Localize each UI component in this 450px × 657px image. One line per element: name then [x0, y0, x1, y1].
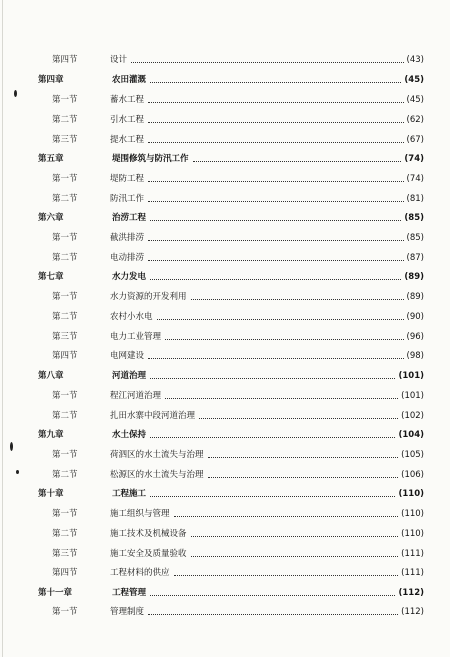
section-title: 堤防工程: [110, 174, 145, 184]
page-number: (104): [398, 430, 424, 440]
toc-section-row: [0, 309, 450, 325]
chapter-number: 第四章: [38, 75, 64, 85]
toc-label: [38, 151, 189, 167]
section-title: 工程材料的供应: [110, 568, 170, 578]
toc-section-row: [0, 112, 450, 128]
dot-leader: [174, 516, 398, 517]
section-title: 电网建设: [110, 351, 145, 361]
section-title: 防汛工作: [110, 194, 145, 204]
page-number: (62): [406, 115, 424, 125]
section-number: 第二节: [52, 194, 78, 204]
dot-leader: [148, 240, 404, 241]
page-number: (110): [401, 529, 424, 539]
dot-leader: [148, 102, 404, 103]
toc-chapter-row: [0, 269, 450, 285]
section-title: 荷泗区的水土流失与治理: [110, 450, 204, 460]
chapter-title: 水土保持: [112, 430, 147, 440]
toc-section-row: [0, 348, 450, 364]
toc-label: [52, 604, 144, 620]
section-number: 第三节: [52, 549, 78, 559]
section-title: 施工组织与管理: [110, 509, 170, 519]
section-number: 第一节: [52, 292, 78, 302]
chapter-number: 第八章: [38, 371, 64, 381]
toc-section-row: [0, 52, 450, 68]
chapter-title: 农田灌溉: [112, 75, 147, 85]
dot-leader: [150, 220, 401, 221]
page-number: (96): [406, 332, 424, 342]
section-number: 第二节: [52, 312, 78, 322]
dot-leader: [191, 556, 398, 557]
section-title: 管理制度: [110, 607, 145, 617]
toc-label: [52, 132, 144, 148]
page-number: (105): [401, 450, 424, 460]
toc-label: [52, 191, 144, 207]
toc-chapter-row: [0, 427, 450, 443]
toc-section-row: [0, 565, 450, 581]
chapter-number: 第十一章: [38, 588, 73, 598]
section-number: 第四节: [52, 351, 78, 361]
toc-chapter-row: [0, 151, 450, 167]
section-title: 程江河道治理: [110, 391, 162, 401]
toc-section-row: [0, 191, 450, 207]
chapter-title: 河道治理: [112, 371, 147, 381]
page-number: (101): [401, 391, 424, 401]
page-number: (67): [406, 135, 424, 145]
toc-label: [52, 546, 187, 562]
section-number: 第一节: [52, 95, 78, 105]
page-number: (87): [406, 253, 424, 263]
toc-section-row: [0, 329, 450, 345]
chapter-number: 第六章: [38, 213, 64, 223]
section-title: 电力工业管理: [110, 332, 162, 342]
section-number: 第一节: [52, 450, 78, 460]
dot-leader: [150, 437, 395, 438]
toc-section-row: [0, 447, 450, 463]
section-title: 电动排涝: [110, 253, 145, 263]
toc-section-row: [0, 171, 450, 187]
toc-label: [52, 112, 144, 128]
toc-label: [52, 348, 144, 364]
section-number: 第一节: [52, 233, 78, 243]
toc-label: [52, 565, 170, 581]
section-number: 第三节: [52, 135, 78, 145]
chapter-title: 工程施工: [112, 489, 147, 499]
section-title: 施工安全及质量验收: [110, 549, 187, 559]
toc-label: [52, 506, 170, 522]
toc-label: [52, 408, 195, 424]
page-number: (81): [406, 194, 424, 204]
section-number: 第二节: [52, 470, 78, 480]
dot-leader: [191, 536, 398, 537]
page-number: (89): [404, 272, 424, 282]
toc-section-row: [0, 604, 450, 620]
section-number: 第四节: [52, 568, 78, 578]
chapter-title: 堤围修筑与防汛工作: [112, 154, 189, 164]
toc-label: [38, 72, 146, 88]
page-number: (110): [401, 509, 424, 519]
chapter-number: 第五章: [38, 154, 64, 164]
dot-leader: [148, 122, 404, 123]
dot-leader: [148, 260, 404, 261]
toc-label: [52, 289, 187, 305]
dot-leader: [148, 142, 404, 143]
chapter-number: 第十章: [38, 489, 64, 499]
toc-section-row: [0, 92, 450, 108]
section-number: 第二节: [52, 253, 78, 263]
section-number: 第一节: [52, 509, 78, 519]
page-number: (112): [401, 607, 424, 617]
toc-section-row: [0, 546, 450, 562]
section-title: 截洪排涝: [110, 233, 145, 243]
page-number: (45): [404, 75, 424, 85]
toc-label: [52, 92, 144, 108]
dot-leader: [157, 319, 404, 320]
toc-chapter-row: [0, 72, 450, 88]
dot-leader: [174, 575, 398, 576]
page-number: (74): [406, 174, 424, 184]
section-number: 第二节: [52, 411, 78, 421]
dot-leader: [131, 62, 404, 63]
section-title: 农村小水电: [110, 312, 153, 322]
dot-leader: [150, 82, 401, 83]
dot-leader: [208, 457, 398, 458]
toc-label: [52, 309, 153, 325]
page-number: (43): [406, 55, 424, 65]
page-number: (111): [401, 549, 424, 559]
toc-section-row: [0, 230, 450, 246]
toc-section-row: [0, 289, 450, 305]
toc-chapter-row: [0, 486, 450, 502]
section-number: 第一节: [52, 607, 78, 617]
dot-leader: [199, 418, 398, 419]
page-number: (85): [404, 213, 424, 223]
dot-leader: [148, 201, 404, 202]
dot-leader: [191, 299, 404, 300]
section-title: 松源区的水土流失与治理: [110, 470, 204, 480]
section-title: 水力资源的开发利用: [110, 292, 187, 302]
toc-label: [52, 467, 204, 483]
toc-section-row: [0, 526, 450, 542]
dot-leader: [165, 398, 398, 399]
chapter-title: 工程管理: [112, 588, 147, 598]
dot-leader: [208, 477, 398, 478]
toc-section-row: [0, 388, 450, 404]
section-title: 提水工程: [110, 135, 145, 145]
dot-leader: [193, 161, 401, 162]
dot-leader: [150, 279, 401, 280]
section-number: 第三节: [52, 332, 78, 342]
chapter-number: 第九章: [38, 430, 64, 440]
toc-section-row: [0, 467, 450, 483]
page-number: (111): [401, 568, 424, 578]
page-number: (98): [406, 351, 424, 361]
section-title: 蓄水工程: [110, 95, 145, 105]
chapter-number: 第七章: [38, 272, 64, 282]
toc-label: [38, 368, 146, 384]
page-number: (45): [406, 95, 424, 105]
dot-leader: [165, 339, 404, 340]
chapter-title: 治涝工程: [112, 213, 147, 223]
section-number: 第一节: [52, 174, 78, 184]
page-number: (89): [406, 292, 424, 302]
dot-leader: [150, 595, 395, 596]
toc-chapter-row: [0, 368, 450, 384]
section-title: 扎田水寨中段河道治理: [110, 411, 196, 421]
toc-label: [52, 388, 161, 404]
toc-label: [38, 486, 146, 502]
section-title: 引水工程: [110, 115, 145, 125]
toc-label: [52, 447, 204, 463]
page-number: (106): [401, 470, 424, 480]
toc-section-row: [0, 132, 450, 148]
section-number: 第四节: [52, 55, 78, 65]
toc-section-row: [0, 408, 450, 424]
page-number: (110): [398, 489, 424, 499]
toc-section-row: [0, 250, 450, 266]
section-number: 第二节: [52, 115, 78, 125]
section-number: 第二节: [52, 529, 78, 539]
section-title: 设计: [110, 55, 128, 65]
chapter-title: 水力发电: [112, 272, 147, 282]
dot-leader: [150, 378, 395, 379]
toc-label: [38, 269, 146, 285]
page-number: (90): [406, 312, 424, 322]
dot-leader: [148, 181, 404, 182]
toc-label: [38, 210, 146, 226]
toc-chapter-row: [0, 585, 450, 601]
toc-chapter-row: [0, 210, 450, 226]
toc-label: [38, 585, 146, 601]
section-title: 施工技术及机械设备: [110, 529, 187, 539]
dot-leader: [148, 614, 398, 615]
toc-label: [52, 171, 144, 187]
toc-label: [52, 526, 187, 542]
toc-label: [38, 427, 146, 443]
toc-label: [52, 329, 161, 345]
dot-leader: [148, 358, 404, 359]
page-number: (101): [398, 371, 424, 381]
toc-label: [52, 52, 127, 68]
page-number: (102): [401, 411, 424, 421]
page-number: (74): [404, 154, 424, 164]
page-number: (85): [406, 233, 424, 243]
dot-leader: [150, 496, 395, 497]
page-number: (112): [398, 588, 424, 598]
toc-section-row: [0, 506, 450, 522]
toc-label: [52, 230, 144, 246]
toc-label: [52, 250, 144, 266]
section-number: 第一节: [52, 391, 78, 401]
